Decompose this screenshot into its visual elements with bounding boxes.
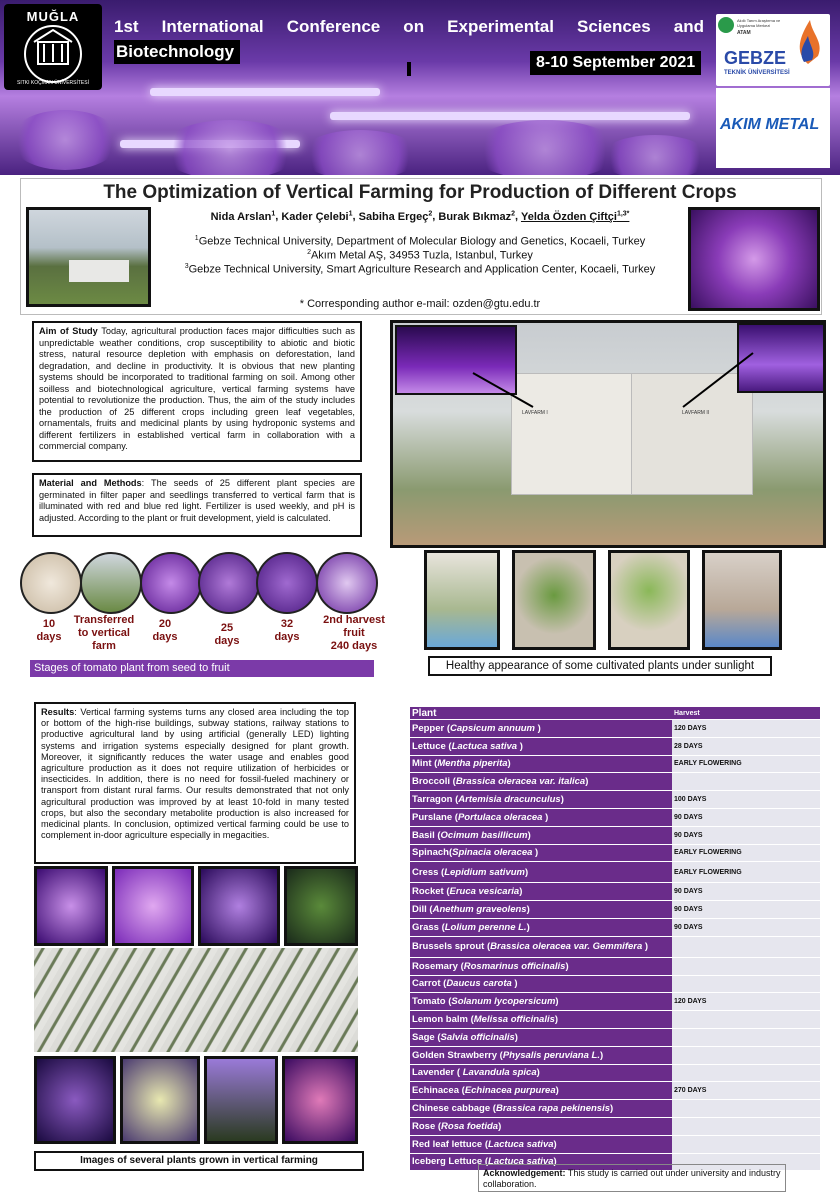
plant-common: Purslane ( xyxy=(412,811,458,823)
table-row xyxy=(410,1046,820,1064)
plant-tail: ) xyxy=(610,1103,614,1115)
plant-common: Rosemary ( xyxy=(412,960,464,972)
plant-latin: Daucus carota xyxy=(446,978,512,990)
plant-latin: Artemisia dracunculus xyxy=(458,794,561,806)
plant-latin: Spinacia oleracea xyxy=(452,847,533,859)
aim-of-study-box xyxy=(32,321,362,462)
flame-icon xyxy=(790,16,826,66)
harvest-cell: 28 DAYS xyxy=(672,737,820,755)
harvest-cell: 90 DAYS xyxy=(672,918,820,936)
table-row xyxy=(410,808,820,826)
plant-tail: ) xyxy=(519,886,523,898)
gebze-name: GEBZE xyxy=(724,48,787,68)
corresponding-author: Yelda Özden Çiftçi$^{1,3*}$ xyxy=(520,210,630,223)
plant-name-cell xyxy=(410,1082,672,1100)
plant-latin: Mentha piperita xyxy=(437,758,508,770)
plant-silhouette xyxy=(10,110,120,170)
plant-tail: ) xyxy=(560,794,564,806)
logo-text: MUĞLA xyxy=(26,9,80,24)
plant-tail: ) xyxy=(542,811,549,823)
author: Nida Arslan$^1$ xyxy=(210,210,276,223)
plant-latin: Melissa officinalis xyxy=(473,1014,555,1026)
plant-latin: Salvia officinalis xyxy=(440,1031,515,1043)
acknowledgement-box xyxy=(478,1164,786,1192)
plant-latin: Rosmarinus officinalis xyxy=(463,960,566,972)
tomato-stage-photos xyxy=(20,552,380,616)
plant-common: Spinach( xyxy=(412,847,453,859)
plant-common: Lettuce ( xyxy=(412,740,452,752)
plant-tail: ) xyxy=(565,960,569,972)
results-heading: Results xyxy=(41,707,75,717)
harvest-cell xyxy=(672,975,820,993)
table-row xyxy=(410,844,820,862)
plant-common: Sage ( xyxy=(412,1031,441,1043)
table-row xyxy=(410,755,820,773)
table-row xyxy=(410,883,820,901)
plant-common: Iceberg Lettuce ( xyxy=(412,1156,489,1168)
plant-name-cell xyxy=(410,1028,672,1046)
plant-latin: Solanum lycopersicum xyxy=(451,996,556,1008)
plant-name-cell xyxy=(410,1046,672,1064)
plant-tail: ) xyxy=(553,1156,557,1168)
harvest-cell xyxy=(672,1135,820,1153)
plant-photo-sunlight xyxy=(424,550,500,650)
plant-silhouette xyxy=(600,135,710,175)
plant-name-cell xyxy=(410,883,672,901)
healthy-caption: Healthy appearance of some cultivated plants under sunlight xyxy=(428,656,772,676)
plant-tail: ) xyxy=(526,904,530,916)
plant-latin: Lolium perenne L. xyxy=(444,921,527,933)
plant-name-cell xyxy=(410,1100,672,1118)
plant-latin: Lactuca sativa xyxy=(488,1156,554,1168)
plant-latin: Lavandula spica xyxy=(462,1067,537,1079)
table-row xyxy=(410,737,820,755)
plant-name-cell xyxy=(410,1117,672,1135)
vf-plant-photo xyxy=(284,866,358,946)
harvest-cell xyxy=(672,1064,820,1082)
plant-common: Grass ( xyxy=(412,921,445,933)
plant-common: Rocket ( xyxy=(412,886,450,898)
plant-latin: Lactuca sativa xyxy=(488,1138,554,1150)
vf-plant-photo xyxy=(198,866,280,946)
stage-label: 10 days xyxy=(36,618,62,643)
harvest-cell: EARLY FLOWERING xyxy=(672,844,820,862)
plant-name-cell xyxy=(410,1135,672,1153)
plant-photo-sunlight xyxy=(608,550,690,650)
poster-title: The Optimization of Vertical Farming for Production of Different Crops xyxy=(103,182,737,203)
plant-common: Basil ( xyxy=(412,829,441,841)
plant-common: Pepper ( xyxy=(412,722,451,734)
table-row xyxy=(410,993,820,1011)
stage-photo-seed xyxy=(20,552,82,614)
harvest-cell xyxy=(672,1028,820,1046)
conference-title-line2: Biotechnology xyxy=(114,40,240,64)
stage-label: 25 days xyxy=(214,622,240,647)
stage-photo-farm xyxy=(80,552,142,614)
table-row xyxy=(410,936,820,957)
plant-tail: ) xyxy=(532,847,539,859)
plant-common: Echinacea ( xyxy=(412,1085,465,1097)
author: Burak Bıkmaz$^2$ xyxy=(438,210,516,223)
table-row xyxy=(410,901,820,919)
aim-heading: Aim of Study xyxy=(39,326,98,336)
plant-name-cell xyxy=(410,918,672,936)
plant-latin: Rosa foetida xyxy=(441,1120,499,1132)
atam-leaf-icon xyxy=(718,17,734,33)
harvest-cell: 100 DAYS xyxy=(672,791,820,809)
plant-latin: Lepidium sativum xyxy=(444,866,525,878)
harvest-cell xyxy=(672,773,820,791)
plant-latin: Eruca vesicaria xyxy=(449,886,520,898)
plant-latin: Brassica oleracea var. Gemmifera xyxy=(490,941,643,953)
table-row xyxy=(410,1135,820,1153)
plant-silhouette xyxy=(160,120,300,175)
table-row xyxy=(410,1117,820,1135)
affiliation: $^2$Akım Metal AŞ, 34953 Tuzla, Istanbul, Turkey xyxy=(307,249,533,262)
logo-subtext: SITKI KOÇMAN ÜNİVERSİTESİ xyxy=(17,80,89,86)
plant-silhouette xyxy=(470,120,620,175)
plant-common: Mint ( xyxy=(412,758,438,770)
harvest-cell xyxy=(672,936,820,957)
vf-plant-photo xyxy=(204,1056,278,1144)
plant-tail: ) xyxy=(526,921,530,933)
plant-name-cell xyxy=(410,993,672,1011)
container-label: LAVFARM II xyxy=(682,410,710,416)
table-row xyxy=(410,1028,820,1046)
plant-latin: Anethum graveolens xyxy=(432,904,527,916)
plant-latin: Brassica oleracea var. italica xyxy=(455,776,586,788)
harvest-cell xyxy=(672,1117,820,1135)
building xyxy=(69,260,129,282)
ack-heading: Acknowledgement: xyxy=(483,1168,566,1178)
plant-common: Tomato ( xyxy=(412,996,452,1008)
vf-plant-photo xyxy=(34,866,108,946)
methods-text: : The seeds of 25 different plant species are germinated in filter paper and seedlings transferred to vertical farm that is illuminated with red and blue red light. Fertilizer is used weekly, and pH is adjusted. According to the plant or fruit development, yield is calculated. xyxy=(39,478,356,523)
plant-name-cell xyxy=(410,957,672,975)
results-box xyxy=(34,702,356,864)
stage-photo-32days xyxy=(256,552,318,614)
column-header-harvest: Harvest xyxy=(672,707,820,720)
affiliation: $^3$Gebze Technical University, Smart Agriculture Research and Application Center, Kocaeli, Turkey xyxy=(184,263,656,276)
vf-plant-photo xyxy=(34,1056,116,1144)
plant-common: Tarragon ( xyxy=(412,794,459,806)
table-row xyxy=(410,773,820,791)
plant-tail: ) xyxy=(517,740,523,752)
divider xyxy=(407,62,411,76)
plant-common: Red leaf lettuce ( xyxy=(412,1138,489,1150)
methods-heading: Material and Methods xyxy=(39,478,142,488)
plant-tail: ) xyxy=(524,866,529,878)
akim-metal-logo xyxy=(716,88,830,168)
author: Sabiha Ergeç$^2$ xyxy=(358,210,433,223)
stage-photo-20days xyxy=(140,552,202,614)
plant-harvest-table xyxy=(410,707,820,1171)
vf-plant-photo xyxy=(112,866,194,946)
plant-name-cell xyxy=(410,773,672,791)
plant-name-cell xyxy=(410,975,672,993)
harvest-cell xyxy=(672,1011,820,1029)
plant-tail: ) xyxy=(511,978,518,990)
plant-tail: ) xyxy=(585,776,589,788)
atam-caption: Akıllı Tarım Araştırma ve Uygulama Merkezi xyxy=(737,18,781,28)
harvest-cell: 90 DAYS xyxy=(672,826,820,844)
plant-name-cell xyxy=(410,862,672,883)
images-caption: Images of several plants grown in vertical farming xyxy=(34,1151,364,1171)
plant-name-cell xyxy=(410,1011,672,1029)
harvest-cell: 90 DAYS xyxy=(672,883,820,901)
plant-common: Brussels sprout ( xyxy=(412,941,491,953)
plant-silhouette xyxy=(300,130,420,175)
plant-common: Dill ( xyxy=(412,904,433,916)
table-row xyxy=(410,957,820,975)
plant-common: Golden Strawberry ( xyxy=(412,1049,503,1061)
harvest-cell: 270 DAYS xyxy=(672,1082,820,1100)
plant-latin: Physalis peruviana L. xyxy=(502,1049,600,1061)
plant-tail: ) xyxy=(514,1031,518,1043)
rosemary-photo xyxy=(34,948,358,1052)
conference-title: 1st International Conference on Experimental Sciences and xyxy=(114,17,704,36)
harvest-cell: 120 DAYS xyxy=(672,993,820,1011)
aim-text: Today, agricultural production faces major difficulties such as unpredictable weather conditions, crop susceptibility to abiotic and biotic stress, natural resource depletion with emphasis on deforestation, land degradation, and decline in productivity. It is obvious that new planting systems should be incorporated to traditional farming on soil. Among other soilless and biotechnological agriculture, vertical farming systems have potential to revolutionize the production. Thus, the aim of the study includes the production of 25 different crops including green leaf vegetables, ornamentals, fruits and medicinal plants by using hydroponic systems and different fertilizers in established vertical farm in collaboration with a commercial company. xyxy=(39,326,356,451)
led-light-strip xyxy=(330,112,690,120)
plant-tail: ) xyxy=(642,941,649,953)
plant-name-cell xyxy=(410,791,672,809)
harvest-cell: EARLY FLOWERING xyxy=(672,755,820,773)
harvest-cell: EARLY FLOWERING xyxy=(672,862,820,883)
table-row xyxy=(410,826,820,844)
mugla-university-logo xyxy=(4,4,102,90)
plant-common: Lemon balm ( xyxy=(412,1014,474,1026)
university-seal-icon xyxy=(4,4,102,90)
plant-common: Rose ( xyxy=(412,1120,442,1132)
plant-name-cell xyxy=(410,808,672,826)
author: Kader Çelebi$^1$ xyxy=(281,210,353,223)
plant-name-cell xyxy=(410,1064,672,1082)
table-row xyxy=(410,918,820,936)
plant-tail: ) xyxy=(599,1049,604,1061)
vf-plant-photo xyxy=(282,1056,358,1144)
plant-tail: ) xyxy=(507,758,511,770)
material-methods-box xyxy=(32,473,362,537)
plant-tail: ) xyxy=(527,829,531,841)
table-row xyxy=(410,720,820,738)
plant-name-cell xyxy=(410,936,672,957)
harvest-cell: 90 DAYS xyxy=(672,808,820,826)
plant-latin: Brassica rapa pekinensis xyxy=(495,1103,611,1115)
table-row xyxy=(410,791,820,809)
plant-latin: Capsicum annuum xyxy=(450,722,536,734)
plant-latin: Lactuca sativa xyxy=(451,740,518,752)
plant-name-cell xyxy=(410,755,672,773)
plant-latin: Ocimum basillicum xyxy=(440,829,528,841)
results-text: : Vertical farming systems turns any closed area including the top or bottom of the high-rise buildings, subway stations, railway stations to productive agricultural land by using artificial (generally LED) lighting systems and irrigation systems especially designed for plant growth. Moreover, it significantly reduces the water usage and enables good agriculture production as it does not require utilization of herbicides or insecticides. In addition, there is no need for fossil-fueled machinery or transport from distant rural farms. Our results demonstrated that not only agricultural production was improved by at least 10-fold in many tested crops, but also the secondary metabolite production is also increased for medicinal plants. In conclusion, optimized vertical farming could be use to complement in-door agriculture especially in megacities. xyxy=(41,707,349,841)
table-row xyxy=(410,1064,820,1082)
stage-label: 32 days xyxy=(274,618,300,643)
akim-metal-name: AKIM METAL xyxy=(720,116,820,133)
gebze-atam-logo xyxy=(716,14,830,86)
vf-plant-photo xyxy=(120,1056,200,1144)
table-row xyxy=(410,862,820,883)
table-header xyxy=(410,707,820,720)
table-row xyxy=(410,1011,820,1029)
table-row xyxy=(410,1082,820,1100)
harvest-cell: 120 DAYS xyxy=(672,720,820,738)
atam-label: ATAM xyxy=(737,30,751,36)
table-row xyxy=(410,975,820,993)
harvest-cell xyxy=(672,1100,820,1118)
plant-common: Cress ( xyxy=(412,866,445,878)
stages-caption: Stages of tomato plant from seed to fruit xyxy=(30,660,374,677)
stage-label: Transferred to vertical farm xyxy=(73,614,135,652)
conference-dates: 8-10 September 2021 xyxy=(530,51,701,75)
plant-common: Carrot ( xyxy=(412,978,447,990)
plant-name-cell xyxy=(410,844,672,862)
author-list: Nida Arslan$^1$, Kader Çelebi$^1$, Sabiha Ergeç$^2$, Burak Bıkmaz$^2$, Yelda Özden Çiftçi$^{1,3*}$ xyxy=(210,210,630,223)
plant-name-cell xyxy=(410,901,672,919)
plant-latin: Portulaca oleracea xyxy=(457,811,543,823)
corresponding-email: * Corresponding author e-mail: ozden@gtu.edu.tr xyxy=(299,298,541,310)
plant-tail: ) xyxy=(555,1085,559,1097)
plant-photo-sunlight xyxy=(512,550,596,650)
ack-text: This study is carried out under university and industry collaboration. xyxy=(483,1168,781,1189)
plant-tail: ) xyxy=(535,722,541,734)
container-label: LAVFARM I xyxy=(522,410,548,416)
affiliation: $^1$Gebze Technical University, Department of Molecular Biology and Genetics, Kocaeli, Turkey xyxy=(194,235,646,248)
plant-tail: ) xyxy=(553,1138,557,1150)
plant-latin: Echinacea purpurea xyxy=(464,1085,556,1097)
plant-tail: ) xyxy=(498,1120,502,1132)
plant-tail: ) xyxy=(554,1014,559,1026)
plant-name-cell xyxy=(410,826,672,844)
plant-name-cell xyxy=(410,737,672,755)
stage-label: 20 days xyxy=(152,618,178,643)
plant-common: Lavender ( xyxy=(412,1067,463,1079)
plant-photo-sunlight xyxy=(702,550,782,650)
pointer-arrows xyxy=(393,323,826,548)
plant-tail: ) xyxy=(536,1067,540,1079)
lavfarm-containers-photo xyxy=(390,320,826,548)
stage-photo-fruit xyxy=(316,552,378,614)
plant-name-cell xyxy=(410,720,672,738)
harvest-cell xyxy=(672,1046,820,1064)
harvest-cell xyxy=(672,957,820,975)
plant-common: Broccoli ( xyxy=(412,776,456,788)
gebze-subtext: TEKNİK ÜNİVERSİTESİ xyxy=(724,70,790,76)
table-row xyxy=(410,1100,820,1118)
stage-label: 2nd harvest fruit 240 days xyxy=(323,614,385,652)
led-light-strip xyxy=(150,88,380,96)
harvest-cell: 90 DAYS xyxy=(672,901,820,919)
plant-tail: ) xyxy=(555,996,559,1008)
plant-common: Chinese cabbage ( xyxy=(412,1103,496,1115)
stage-photo-25days xyxy=(198,552,260,614)
column-header-plant: Plant xyxy=(410,707,672,720)
